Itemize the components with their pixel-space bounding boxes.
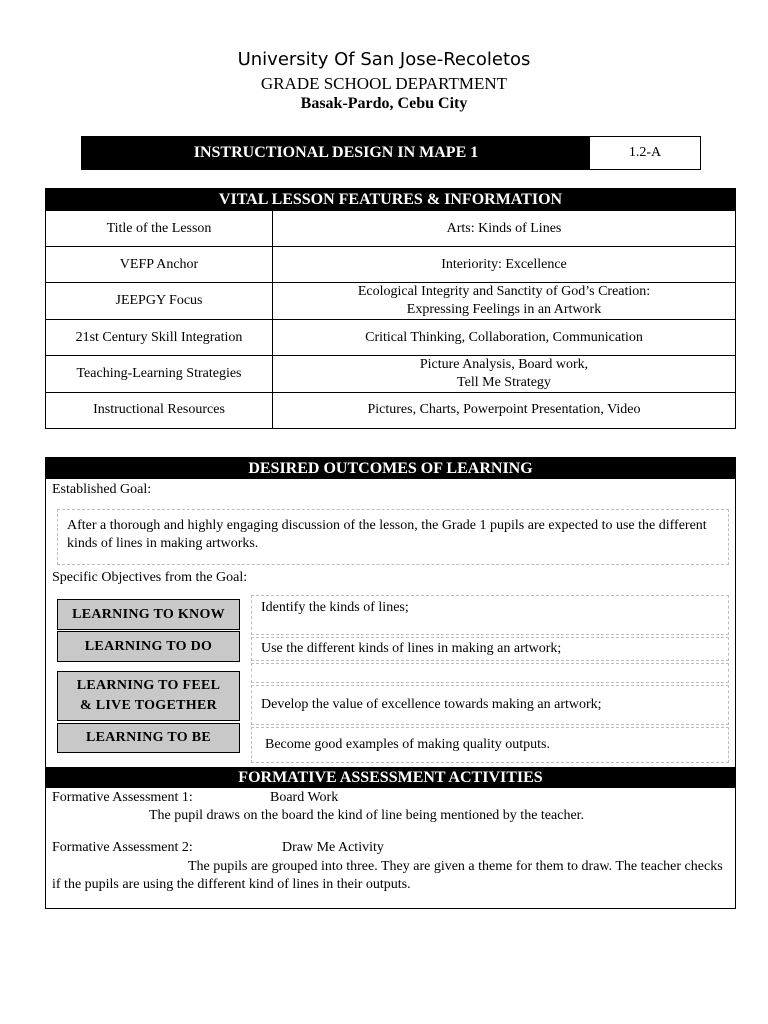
row-value-line: Expressing Feelings in an Artwork — [406, 302, 602, 317]
row-value-line: Critical Thinking, Collaboration, Communication — [365, 329, 643, 345]
formative-1-name: Board Work — [270, 790, 339, 805]
objective-be — [251, 727, 729, 763]
row-value — [273, 320, 736, 356]
row-key: Teaching-Learning Strategies — [46, 356, 273, 393]
row-value — [273, 393, 736, 428]
learning-to-be-label — [57, 723, 240, 753]
table-row — [46, 247, 735, 283]
objective-text: Become good examples of making quality outputs. — [265, 737, 551, 752]
learning-label-text: LEARNING TO FEEL — [76, 678, 221, 693]
formative-2-desc: The pupils are grouped into three. They are given a theme for them to draw. The teacher checks if the pupils are using the different kind of lines in their outputs. — [52, 859, 723, 892]
objective-feel — [251, 685, 729, 725]
row-value-line: Arts: Kinds of Lines — [446, 220, 562, 236]
table-row — [46, 283, 735, 320]
design-title: INSTRUCTIONAL DESIGN IN MAPE 1 — [82, 137, 590, 169]
desired-outcomes-section — [45, 457, 736, 909]
objective-do — [251, 637, 729, 661]
learning-label-text: LEARNING TO DO — [84, 638, 213, 654]
row-key: JEEPGY Focus — [46, 283, 273, 320]
row-key: VEFP Anchor — [46, 247, 273, 283]
row-value — [273, 211, 736, 247]
formative-2-name: Draw Me Activity — [282, 840, 384, 855]
objective-know — [251, 595, 729, 635]
vital-heading: VITAL LESSON FEATURES & INFORMATION — [46, 189, 735, 210]
address: Basak-Pardo, Cebu City — [300, 95, 468, 112]
learning-label-text: & LIVE TOGETHER — [79, 698, 218, 713]
instructional-design-bar — [81, 136, 701, 170]
objective-text: Identify the kinds of lines; — [261, 600, 409, 615]
formative-1-desc: The pupil draws on the board the kind of line being mentioned by the teacher. — [149, 808, 585, 823]
vital-lesson-features — [45, 188, 736, 429]
formative-2-label: Formative Assessment 2: — [52, 840, 193, 855]
table-row — [46, 211, 735, 247]
row-value — [273, 356, 736, 393]
row-value — [273, 283, 736, 320]
vital-table — [46, 210, 735, 428]
objectives-label: Specific Objectives from the Goal: — [52, 570, 248, 585]
goal-text: After a thorough and highly engaging discussion of the lesson, the Grade 1 pupils are expected to use the different kinds of lines in making artworks. — [67, 518, 707, 551]
learning-to-feel-label — [57, 671, 240, 721]
goal-box — [57, 509, 729, 565]
row-key: Title of the Lesson — [46, 211, 273, 247]
row-value-line: Pictures, Charts, Powerpoint Presentation, Video — [367, 402, 641, 418]
row-value-line: Tell Me Strategy — [457, 375, 551, 390]
learning-label-text: LEARNING TO BE — [85, 730, 212, 745]
learning-to-know-label — [57, 599, 240, 630]
row-value — [273, 247, 736, 283]
row-value-line: Interiority: Excellence — [441, 256, 567, 272]
objective-text: Use the different kinds of lines in making an artwork; — [261, 641, 562, 656]
formative-1-label: Formative Assessment 1: — [52, 790, 193, 805]
row-key: 21st Century Skill Integration — [46, 320, 273, 356]
row-key: Instructional Resources — [46, 393, 273, 428]
department-name: GRADE SCHOOL DEPARTMENT — [260, 74, 508, 93]
design-code: 1.2-A — [628, 145, 662, 160]
objective-text: Develop the value of excellence towards making an artwork; — [261, 697, 602, 712]
row-value-line: Ecological Integrity and Sanctity of God’s Creation: — [357, 284, 651, 299]
table-row — [46, 320, 735, 356]
row-value-line: Picture Analysis, Board work, — [419, 357, 589, 372]
outcomes-heading: DESIRED OUTCOMES OF LEARNING — [46, 458, 735, 479]
table-row — [46, 356, 735, 393]
objective-divider — [251, 663, 729, 683]
goal-label: Established Goal: — [52, 482, 152, 497]
university-name: University Of San Jose-Recoletos — [237, 49, 531, 70]
learning-label-text: LEARNING TO KNOW — [72, 606, 225, 622]
learning-to-do-label — [57, 631, 240, 662]
formative-heading: FORMATIVE ASSESSMENT ACTIVITIES — [46, 767, 735, 788]
table-row — [46, 393, 735, 428]
